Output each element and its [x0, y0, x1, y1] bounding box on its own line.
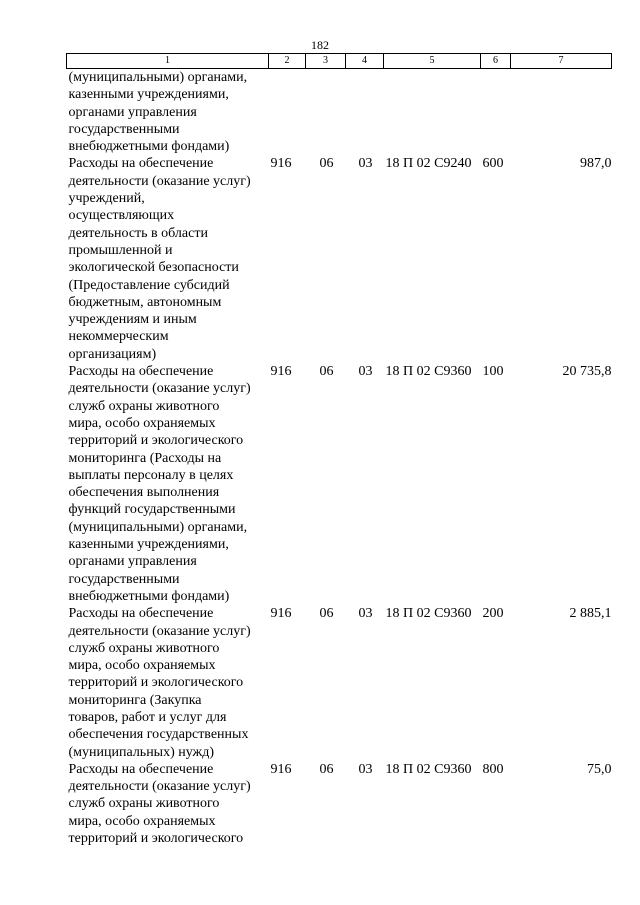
description-line: органами управления	[68, 104, 197, 120]
subsection-code: 03	[358, 606, 373, 622]
description-line: территорий и экологического	[68, 831, 244, 847]
column-header: 6	[481, 54, 511, 69]
description-line: мира, особо охраняемых	[68, 415, 216, 431]
amount	[511, 69, 612, 156]
expense-description	[67, 605, 269, 761]
description-line: промышленной и	[68, 242, 173, 258]
table-body	[67, 69, 612, 848]
section-code: 06	[319, 364, 334, 380]
description-line: территорий и экологического	[68, 433, 244, 449]
amount: 2 885,1	[569, 606, 612, 622]
amount: 75,0	[587, 761, 612, 777]
amount: 20 735,8	[562, 364, 612, 380]
description-line: выплаты персоналу в целях	[68, 467, 234, 483]
column-header: 2	[269, 54, 306, 69]
expense-type-code	[481, 69, 511, 156]
description-line: мониторинга (Расходы на	[68, 450, 222, 466]
target-article-code: 18 П 02 С9240	[385, 156, 472, 172]
expense-type-code: 200	[482, 606, 504, 622]
description-line: мониторинга (Закупка	[68, 692, 202, 708]
section-code	[306, 69, 346, 156]
description-line: учреждений,	[68, 191, 145, 207]
description-line: органами управления	[68, 554, 197, 570]
page-number: 182	[311, 38, 329, 52]
ministry-code: 916	[270, 606, 292, 622]
description-line: Расходы на обеспечение	[68, 156, 214, 172]
table-row	[67, 69, 612, 156]
table-row	[67, 155, 612, 363]
description-line: внебюджетными фондами)	[68, 139, 230, 155]
expense-description	[67, 69, 269, 156]
description-line: Расходы на обеспечение	[68, 761, 214, 777]
description-line: Расходы на обеспечение	[68, 606, 214, 622]
description-line: учреждениям и иным	[68, 312, 197, 328]
column-header: 5	[384, 54, 481, 69]
description-line: государственными	[68, 121, 180, 137]
expense-type-code: 800	[482, 761, 504, 777]
description-line: казенными учреждениями,	[68, 87, 229, 103]
description-line: экологической безопасности	[68, 260, 239, 276]
description-line: деятельности (оказание услуг)	[68, 173, 251, 189]
description-line: бюджетным, автономным	[68, 294, 222, 310]
table-row	[67, 363, 612, 605]
column-header: 4	[346, 54, 384, 69]
description-line: (муниципальными) органами,	[68, 519, 248, 535]
description-line: обеспечения выполнения	[68, 485, 220, 501]
expense-description	[67, 761, 269, 847]
target-article-code: 18 П 02 С9360	[385, 606, 472, 622]
description-line: деятельности (оказание услуг)	[68, 779, 251, 795]
description-line: служб охраны животного	[68, 398, 220, 414]
description-line: обеспечения государственных	[68, 727, 249, 743]
description-line: (муниципальных) нужд)	[68, 744, 215, 760]
column-header: 7	[511, 54, 612, 69]
description-line: некоммерческим	[68, 329, 169, 345]
description-line: казенными учреждениями,	[68, 537, 229, 553]
description-line: государственными	[68, 571, 180, 587]
description-line: (муниципальными) органами,	[68, 70, 248, 85]
description-line: (Предоставление субсидий	[68, 277, 230, 293]
description-line: служб охраны животного	[68, 796, 220, 812]
ministry-code	[269, 69, 306, 156]
ministry-code: 916	[270, 761, 292, 777]
description-line: товаров, работ и услуг для	[68, 709, 227, 725]
description-line: внебюджетными фондами)	[68, 588, 230, 604]
description-line: Расходы на обеспечение	[68, 364, 214, 380]
description-line: функций государственными	[68, 502, 236, 518]
section-code: 06	[319, 761, 334, 777]
table-row	[67, 605, 612, 761]
expense-type-code: 100	[482, 364, 504, 380]
table-row	[67, 761, 612, 847]
description-line: мира, особо охраняемых	[68, 813, 216, 829]
section-code: 06	[319, 156, 334, 172]
subsection-code	[346, 69, 384, 156]
ministry-code: 916	[270, 364, 292, 380]
column-header-row	[67, 54, 612, 69]
description-line: деятельности (оказание услуг)	[68, 381, 251, 397]
column-header: 1	[67, 54, 269, 69]
expense-description	[67, 155, 269, 363]
description-line: деятельности (оказание услуг)	[68, 623, 251, 639]
expense-description	[67, 363, 269, 605]
description-line: организациям)	[68, 346, 157, 362]
section-code: 06	[319, 606, 334, 622]
description-line: осуществляющих	[68, 208, 175, 224]
column-header: 3	[306, 54, 346, 69]
subsection-code: 03	[358, 761, 373, 777]
subsection-code: 03	[358, 156, 373, 172]
description-line: территорий и экологического	[68, 675, 244, 691]
target-article-code	[384, 69, 481, 156]
ministry-code: 916	[270, 156, 292, 172]
budget-table	[66, 53, 612, 847]
description-line: мира, особо охраняемых	[68, 658, 216, 674]
target-article-code: 18 П 02 С9360	[385, 761, 472, 777]
expense-type-code: 600	[482, 156, 504, 172]
amount: 987,0	[580, 156, 612, 172]
description-line: служб охраны животного	[68, 640, 220, 656]
description-line: деятельность в области	[68, 225, 208, 241]
subsection-code: 03	[358, 364, 373, 380]
target-article-code: 18 П 02 С9360	[385, 364, 472, 380]
